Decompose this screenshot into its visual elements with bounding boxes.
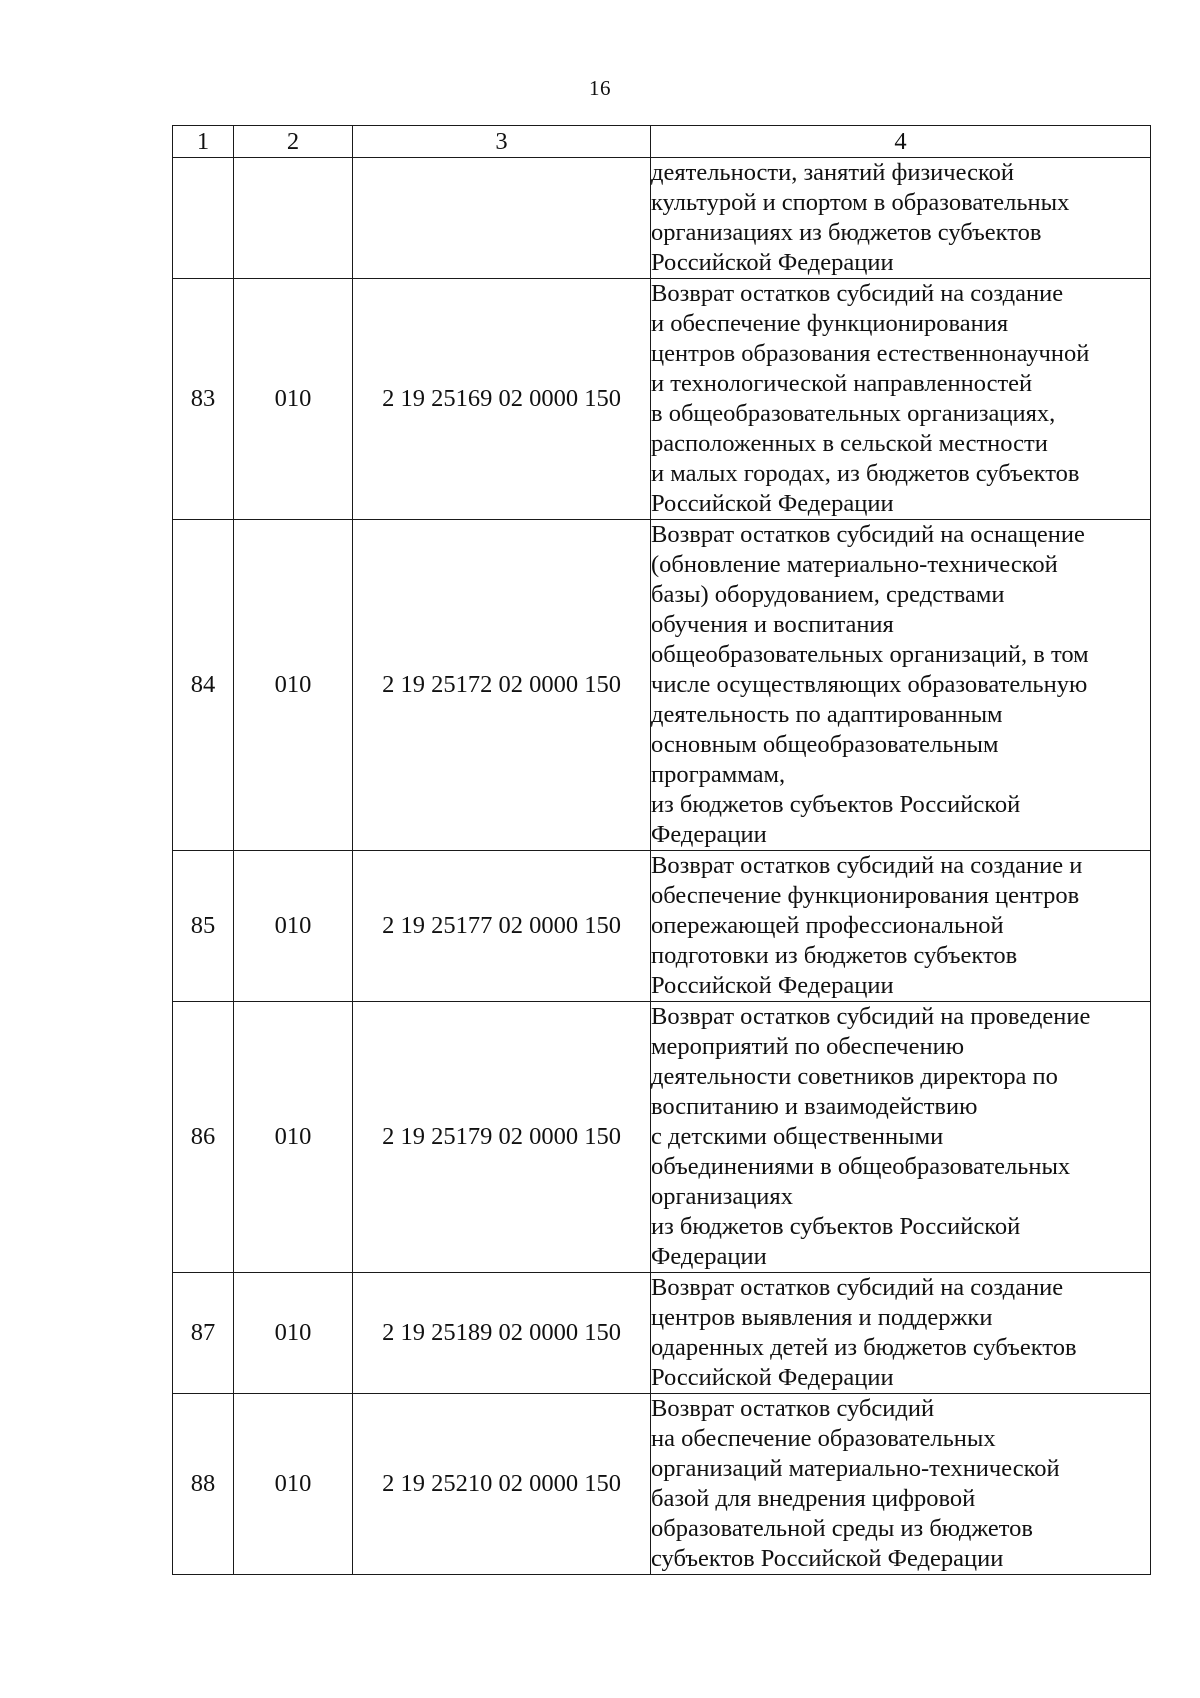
description-line: культурой и спортом в образовательных	[651, 189, 1070, 216]
budget-classification-code-cell: 2 19 25169 02 0000 150	[353, 279, 651, 520]
budget-classification-code-cell: 2 19 25189 02 0000 150	[353, 1273, 651, 1394]
description-line: из бюджетов субъектов Российской	[651, 1213, 1021, 1240]
admin-code-cell: 010	[234, 520, 353, 851]
budget-classification-code-cell	[353, 158, 651, 279]
table-header	[173, 126, 1151, 158]
description-line: объединениями в общеобразовательных	[651, 1153, 1071, 1180]
description-cell	[651, 158, 1151, 279]
row-number-cell: 84	[173, 520, 234, 851]
description-line: Возврат остатков субсидий на создание и	[651, 852, 1083, 879]
admin-code-cell: 010	[234, 1273, 353, 1394]
description-line: одаренных детей из бюджетов субъектов	[651, 1334, 1077, 1361]
column-header-4: 4	[651, 126, 1151, 158]
description-line: программам,	[651, 761, 786, 788]
description-line: на обеспечение образовательных	[651, 1425, 996, 1452]
admin-code-cell: 010	[234, 279, 353, 520]
description-cell	[651, 1394, 1151, 1575]
table-row	[173, 158, 1151, 279]
admin-code-cell: 010	[234, 1394, 353, 1575]
row-number-cell: 86	[173, 1002, 234, 1273]
description-line: Возврат остатков субсидий	[651, 1395, 935, 1422]
description-line: общеобразовательных организаций, в том	[651, 641, 1089, 668]
description-cell	[651, 851, 1151, 1002]
header-row	[173, 126, 1151, 158]
budget-classification-code-cell: 2 19 25179 02 0000 150	[353, 1002, 651, 1273]
description-line: основным общеобразовательным	[651, 731, 999, 758]
description-line: Федерации	[651, 821, 767, 848]
description-line: воспитанию и взаимодействию	[651, 1093, 978, 1120]
description-line: организаций материально-технической	[651, 1455, 1060, 1482]
column-header-3: 3	[353, 126, 651, 158]
column-header-2: 2	[234, 126, 353, 158]
page-number: 16	[589, 76, 611, 100]
description-line: Возврат остатков субсидий на создание	[651, 280, 1064, 307]
description-line: мероприятий по обеспечению	[651, 1033, 965, 1060]
description-line: Возврат остатков субсидий на проведение	[651, 1003, 1091, 1030]
description-line: и обеспечение функционирования	[651, 310, 1009, 337]
admin-code-cell: 010	[234, 851, 353, 1002]
budget-classification-code-cell: 2 19 25210 02 0000 150	[353, 1394, 651, 1575]
description-line: базы) оборудованием, средствами	[651, 581, 1005, 608]
description-line: базой для внедрения цифровой	[651, 1485, 976, 1512]
description-line: в общеобразовательных организациях,	[651, 400, 1056, 427]
description-line: числе осуществляющих образовательную	[651, 671, 1088, 698]
description-line: деятельности, занятий физической	[651, 159, 1014, 186]
admin-code-cell: 010	[234, 1002, 353, 1273]
description-line: деятельности советников директора по	[651, 1063, 1058, 1090]
description-line: Российской Федерации	[651, 490, 894, 517]
description-line: Российской Федерации	[651, 249, 894, 276]
description-cell	[651, 520, 1151, 851]
budget-classification-code-cell: 2 19 25172 02 0000 150	[353, 520, 651, 851]
description-line: организациях	[651, 1183, 793, 1210]
description-line: центров выявления и поддержки	[651, 1304, 993, 1331]
description-cell	[651, 1273, 1151, 1394]
description-line: расположенных в сельской местности	[651, 430, 1048, 457]
admin-code-cell	[234, 158, 353, 279]
row-number-cell: 83	[173, 279, 234, 520]
table-row	[173, 1394, 1151, 1575]
description-line: Российской Федерации	[651, 1364, 894, 1391]
budget-classification-code-cell: 2 19 25177 02 0000 150	[353, 851, 651, 1002]
row-number-cell: 85	[173, 851, 234, 1002]
description-line: Возврат остатков субсидий на оснащение	[651, 521, 1085, 548]
row-number-cell: 88	[173, 1394, 234, 1575]
description-line: организациях из бюджетов субъектов	[651, 219, 1042, 246]
table-body	[173, 158, 1151, 1575]
table-row	[173, 851, 1151, 1002]
description-line: и технологической направленностей	[651, 370, 1033, 397]
description-line: подготовки из бюджетов субъектов	[651, 942, 1018, 969]
description-line: Российской Федерации	[651, 972, 894, 999]
description-line: из бюджетов субъектов Российской	[651, 791, 1021, 818]
description-line: центров образования естественнонаучной	[651, 340, 1090, 367]
description-line: обеспечение функционирования центров	[651, 882, 1080, 909]
table-row	[173, 520, 1151, 851]
description-line: образовательной среды из бюджетов	[651, 1515, 1033, 1542]
description-line: с детскими общественными	[651, 1123, 944, 1150]
description-line: (обновление материально-технической	[651, 551, 1058, 578]
column-header-1: 1	[173, 126, 234, 158]
table-row	[173, 1273, 1151, 1394]
description-line: и малых городах, из бюджетов субъектов	[651, 460, 1080, 487]
description-line: Федерации	[651, 1243, 767, 1270]
description-line: обучения и воспитания	[651, 611, 894, 638]
row-number-cell	[173, 158, 234, 279]
budget-code-table	[172, 125, 1151, 1575]
row-number-cell: 87	[173, 1273, 234, 1394]
description-line: деятельность по адаптированным	[651, 701, 1003, 728]
table-row	[173, 279, 1151, 520]
table-row	[173, 1002, 1151, 1273]
description-line: субъектов Российской Федерации	[651, 1545, 1004, 1572]
description-line: опережающей профессиональной	[651, 912, 1004, 939]
description-cell	[651, 279, 1151, 520]
description-line: Возврат остатков субсидий на создание	[651, 1274, 1064, 1301]
description-cell	[651, 1002, 1151, 1273]
